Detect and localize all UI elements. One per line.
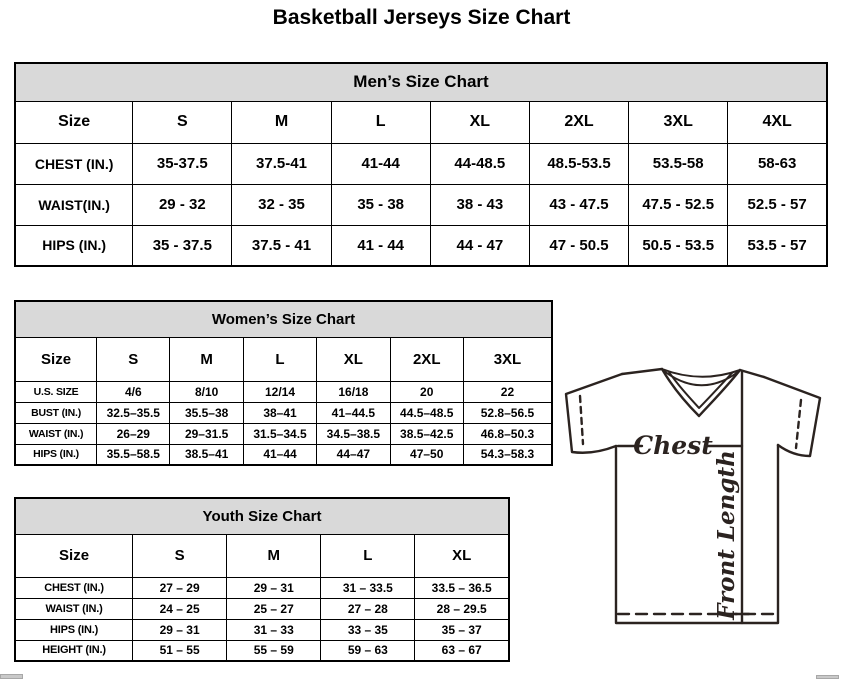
size-cell: 12/14 [243, 381, 316, 402]
column-header: Size [15, 534, 133, 577]
size-cell: 38.5–42.5 [390, 423, 463, 444]
column-header: L [243, 337, 316, 381]
column-header: L [331, 101, 430, 143]
size-cell: 58-63 [728, 143, 827, 184]
size-cell: 32 - 35 [232, 184, 331, 225]
size-cell: 48.5-53.5 [529, 143, 628, 184]
size-cell: 35 - 37.5 [133, 225, 232, 266]
mens-size-chart-table [14, 62, 828, 267]
size-cell: 55 – 59 [227, 640, 321, 661]
size-cell: 24 – 25 [133, 598, 227, 619]
row-label: U.S. SIZE [15, 381, 97, 402]
youth-table-title: Youth Size Chart [15, 498, 509, 534]
table-row [15, 143, 827, 184]
row-label: WAIST (IN.) [15, 423, 97, 444]
size-cell: 26–29 [97, 423, 170, 444]
size-cell: 32.5–35.5 [97, 402, 170, 423]
row-label: WAIST(IN.) [15, 184, 133, 225]
column-header: 2XL [529, 101, 628, 143]
table-row [15, 640, 509, 661]
column-header: 2XL [390, 337, 463, 381]
page-title: Basketball Jerseys Size Chart [272, 6, 571, 29]
jersey-left-sleeve [566, 374, 622, 453]
row-label: WAIST (IN.) [15, 598, 133, 619]
size-cell: 38 - 43 [430, 184, 529, 225]
column-header: XL [317, 337, 390, 381]
table-row [15, 402, 552, 423]
column-header: Size [15, 101, 133, 143]
jersey-measurement-diagram [558, 352, 843, 652]
column-header: 3XL [463, 337, 552, 381]
size-cell: 34.5–38.5 [317, 423, 390, 444]
mens-table-title: Men’s Size Chart [15, 63, 827, 101]
size-cell: 8/10 [170, 381, 243, 402]
size-cell: 63 – 67 [415, 640, 509, 661]
jersey-cuff-dash-left [580, 396, 583, 444]
size-cell: 41–44 [243, 444, 316, 465]
horizontal-scrollbar-left-fragment[interactable] [0, 674, 23, 679]
size-cell: 22 [463, 381, 552, 402]
column-header: S [133, 101, 232, 143]
size-cell: 4/6 [97, 381, 170, 402]
size-cell: 28 – 29.5 [415, 598, 509, 619]
size-cell: 41-44 [331, 143, 430, 184]
size-cell: 25 – 27 [227, 598, 321, 619]
size-cell: 38–41 [243, 402, 316, 423]
size-cell: 31 – 33.5 [321, 577, 415, 598]
chest-label: Chest [633, 431, 713, 460]
size-cell: 29 – 31 [133, 619, 227, 640]
youth-size-chart-table [14, 497, 510, 662]
horizontal-scrollbar-right-fragment[interactable] [816, 675, 839, 679]
size-cell: 37.5 - 41 [232, 225, 331, 266]
table-row [15, 184, 827, 225]
size-cell: 35.5–38 [170, 402, 243, 423]
size-cell: 27 – 29 [133, 577, 227, 598]
row-label: HIPS (IN.) [15, 444, 97, 465]
size-cell: 38.5–41 [170, 444, 243, 465]
size-cell: 31 – 33 [227, 619, 321, 640]
size-cell: 35-37.5 [133, 143, 232, 184]
front-length-label: Front Length [713, 450, 740, 620]
table-row [15, 577, 509, 598]
column-header: S [97, 337, 170, 381]
size-cell: 47.5 - 52.5 [629, 184, 728, 225]
column-header: Size [15, 337, 97, 381]
womens-table-title: Women’s Size Chart [15, 301, 552, 337]
size-cell: 44–47 [317, 444, 390, 465]
row-label: HIPS (IN.) [15, 619, 133, 640]
size-cell: 46.8–50.3 [463, 423, 552, 444]
column-header: M [170, 337, 243, 381]
column-header: 3XL [629, 101, 728, 143]
table-row [15, 619, 509, 640]
size-cell: 47 - 50.5 [529, 225, 628, 266]
size-cell: 29 - 32 [133, 184, 232, 225]
size-cell: 52.5 - 57 [728, 184, 827, 225]
column-header: XL [430, 101, 529, 143]
column-header: M [232, 101, 331, 143]
size-cell: 31.5–34.5 [243, 423, 316, 444]
row-label: HEIGHT (IN.) [15, 640, 133, 661]
size-cell: 27 – 28 [321, 598, 415, 619]
size-cell: 50.5 - 53.5 [629, 225, 728, 266]
size-cell: 54.3–58.3 [463, 444, 552, 465]
size-cell: 35 – 37 [415, 619, 509, 640]
size-cell: 43 - 47.5 [529, 184, 628, 225]
size-cell: 53.5 - 57 [728, 225, 827, 266]
size-cell: 35.5–58.5 [97, 444, 170, 465]
size-cell: 33 – 35 [321, 619, 415, 640]
size-cell: 35 - 38 [331, 184, 430, 225]
table-row [15, 598, 509, 619]
row-label: HIPS (IN.) [15, 225, 133, 266]
jersey-body [616, 445, 778, 623]
size-cell: 53.5-58 [629, 143, 728, 184]
size-cell: 41 - 44 [331, 225, 430, 266]
womens-size-chart-table [14, 300, 553, 466]
size-cell: 16/18 [317, 381, 390, 402]
size-cell: 44 - 47 [430, 225, 529, 266]
jersey-right-sleeve [764, 377, 820, 456]
size-cell: 29 – 31 [227, 577, 321, 598]
size-cell: 51 – 55 [133, 640, 227, 661]
jersey-cuff-dash-right [796, 400, 801, 448]
table-row [15, 423, 552, 444]
size-cell: 37.5-41 [232, 143, 331, 184]
row-label: CHEST (IN.) [15, 577, 133, 598]
column-header: XL [415, 534, 509, 577]
row-label: CHEST (IN.) [15, 143, 133, 184]
size-cell: 47–50 [390, 444, 463, 465]
table-row [15, 225, 827, 266]
size-cell: 29–31.5 [170, 423, 243, 444]
table-row [15, 381, 552, 402]
size-cell: 33.5 – 36.5 [415, 577, 509, 598]
size-cell: 44-48.5 [430, 143, 529, 184]
size-cell: 44.5–48.5 [390, 402, 463, 423]
size-cell: 59 – 63 [321, 640, 415, 661]
row-label: BUST (IN.) [15, 402, 97, 423]
size-cell: 20 [390, 381, 463, 402]
column-header: M [227, 534, 321, 577]
size-cell: 52.8–56.5 [463, 402, 552, 423]
column-header: S [133, 534, 227, 577]
size-cell: 41–44.5 [317, 402, 390, 423]
table-row [15, 444, 552, 465]
column-header: 4XL [728, 101, 827, 143]
column-header: L [321, 534, 415, 577]
